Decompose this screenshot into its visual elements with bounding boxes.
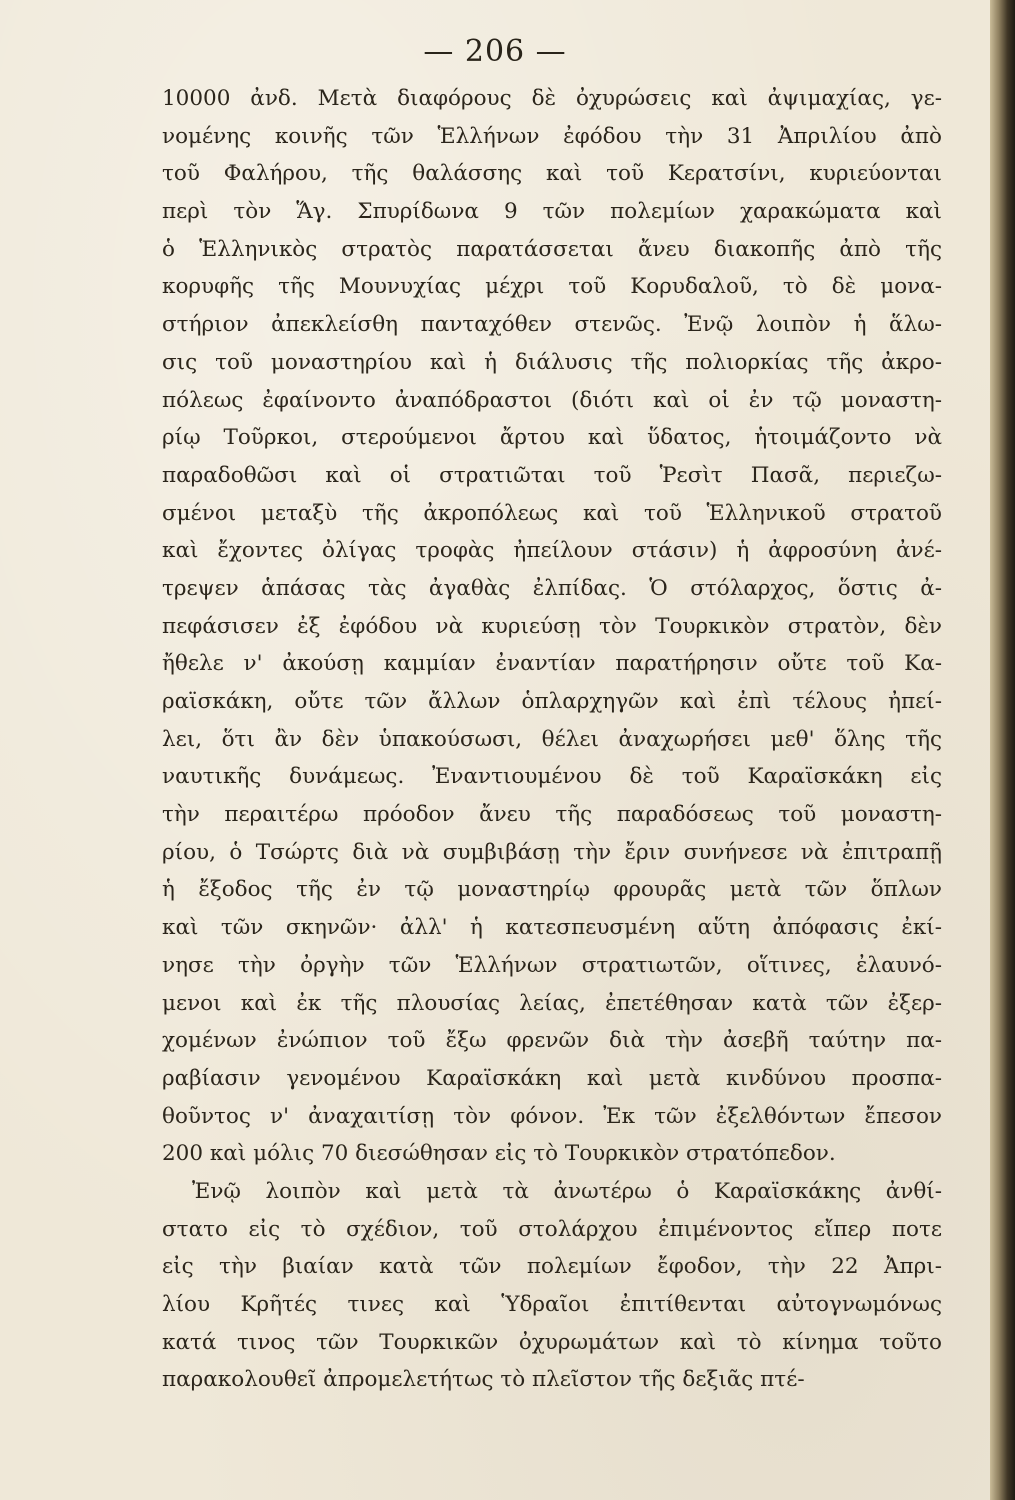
text-line: ραϊσκάκη, οὔτε τῶν ἄλλων ὁπλαρχηγῶν καὶ ἐπὶ τέλους ἠπεί-: [162, 689, 942, 714]
text-line: πόλεως ἐφαίνοντο ἀναπόδραστοι (διότι καὶ οἱ ἐν τῷ μοναστη-: [162, 387, 942, 413]
text-line: ραβίασιν γενομένου Καραϊσκάκη καὶ μετὰ κινδύνου προσπα-: [162, 1065, 942, 1091]
text-line: καὶ ἔχοντες ὀλίγας τροφὰς ἠπείλουν στάσιν) ἡ ἀφροσύνη ἀνέ-: [162, 538, 942, 564]
text-line: λει, ὅτι ἂν δὲν ὑπακούσωσι, θέλει ἀναχωρήσει μεθ' ὅλης τῆς: [162, 726, 942, 752]
text-line: πεφάσισεν ἐξ ἐφόδου νὰ κυριεύσῃ τὸν Τουρκικὸν στρατὸν, δὲν: [162, 613, 942, 639]
page-number: — 206 —: [423, 34, 567, 69]
text-line: στήριον ἀπεκλείσθη πανταχόθεν στενῶς. Ἐνῷ λοιπὸν ἡ ἅλω-: [162, 312, 942, 338]
text-line: ρίου, ὁ Τσώρτς διὰ νὰ συμβιβάσῃ τὴν ἔριν συνήνεσε νὰ ἐπιτραπῇ: [162, 839, 942, 865]
text-line: ναυτικῆς δυνάμεως. Ἐναντιουμένου δὲ τοῦ Καραϊσκάκη εἰς: [162, 764, 942, 790]
text-line: περὶ τὸν Ἅγ. Σπυρίδωνα 9 τῶν πολεμίων χαρακώματα καὶ: [162, 199, 942, 225]
paragraph: [162, 1173, 942, 1399]
body-text: [162, 80, 942, 1399]
text-line: σις τοῦ μοναστηρίου καὶ ἡ διάλυσις τῆς πολιορκίας τῆς ἀκρο-: [162, 349, 942, 375]
text-line: νομένης κοινῆς τῶν Ἑλλήνων ἐφόδου τὴν 31 Ἀπριλίου ἀπὸ: [162, 123, 942, 149]
text-line: θοῦντος ν' ἀναχαιτίσῃ τὸν φόνον. Ἐκ τῶν ἐξελθόντων ἔπεσον: [162, 1103, 942, 1129]
text-line: ἤθελε ν' ἀκούσῃ καμμίαν ἐναντίαν παρατήρησιν οὔτε τοῦ Κα-: [162, 651, 942, 677]
text-line: σμένοι μεταξὺ τῆς ἀκροπόλεως καὶ τοῦ Ἑλληνικοῦ στρατοῦ: [162, 500, 942, 526]
text-line: 200 καὶ μόλις 70 διεσώθησαν εἰς τὸ Τουρκικὸν στρατόπεδον.: [162, 1141, 836, 1167]
text-line: στατο εἰς τὸ σχέδιον, τοῦ στολάρχου ἐπιμένοντος εἴπερ ποτε: [162, 1216, 942, 1242]
text-line: μενοι καὶ ἐκ τῆς πλουσίας λείας, ἐπετέθησαν κατὰ τῶν ἐξερ-: [162, 990, 942, 1016]
text-line: χομένων ἐνώπιον τοῦ ἔξω φρενῶν διὰ τὴν ἀσεβῆ ταύτην πα-: [162, 1028, 942, 1054]
text-line: εἰς τὴν βιαίαν κατὰ τῶν πολεμίων ἔφοδον, τὴν 22 Ἀπρι-: [162, 1254, 942, 1280]
text-line: τὴν περαιτέρω πρόοδον ἄνευ τῆς παραδόσεως τοῦ μοναστη-: [162, 802, 942, 828]
text-line: ὁ Ἑλληνικὸς στρατὸς παρατάσσεται ἄνευ διακοπῆς ἀπὸ τῆς: [162, 236, 942, 262]
text-line: κορυφῆς τῆς Μουνυχίας μέχρι τοῦ Κορυδαλοῦ, τὸ δὲ μονα-: [162, 274, 942, 300]
text-line: καὶ τῶν σκηνῶν· ἀλλ' ἡ κατεσπευσμένη αὕτη ἀπόφασις ἐκί-: [162, 915, 942, 941]
text-line: Ἐνῷ λοιπὸν καὶ μετὰ τὰ ἀνωτέρω ὁ Καραϊσκάκης ἀνθί-: [192, 1178, 942, 1204]
text-line: παρακολουθεῖ ἀπρομελετήτως τὸ πλεῖστον τῆς δεξιᾶς πτέ-: [162, 1367, 805, 1393]
text-line: ἡ ἔξοδος τῆς ἐν τῷ μοναστηρίῳ φρουρᾶς μετὰ τῶν ὅπλων: [162, 877, 942, 903]
paragraph: [162, 80, 942, 1173]
text-line: νησε τὴν ὀργὴν τῶν Ἑλλήνων στρατιωτῶν, οἵτινες, ἐλαυνό-: [162, 952, 942, 978]
binding-shadow: [990, 0, 1015, 1500]
text-line: ρίῳ Τοῦρκοι, στερούμενοι ἄρτου καὶ ὕδατος, ἡτοιμάζοντο νὰ: [162, 425, 942, 451]
text-line: λίου Κρῆτές τινες καὶ Ὑδραῖοι ἐπιτίθενται αὐτογνωμόνως: [162, 1292, 942, 1317]
text-line: παραδοθῶσι καὶ οἱ στρατιῶται τοῦ Ῥεσὶτ Πασᾶ, περιεζω-: [162, 462, 942, 488]
text-line: τρεψεν ἁπάσας τὰς ἀγαθὰς ἐλπίδας. Ὁ στόλαρχος, ὅστις ἀ-: [162, 575, 942, 601]
text-line: κατά τινος τῶν Τουρκικῶν ὀχυρωμάτων καὶ τὸ κίνημα τοῦτο: [162, 1329, 942, 1355]
text-line: 10000 ἀνδ. Μετὰ διαφόρους δὲ ὀχυρώσεις καὶ ἀψιμαχίας, γε-: [162, 86, 942, 111]
text-line: τοῦ Φαλήρου, τῆς θαλάσσης καὶ τοῦ Κερατσίνι, κυριεύονται: [162, 161, 942, 187]
